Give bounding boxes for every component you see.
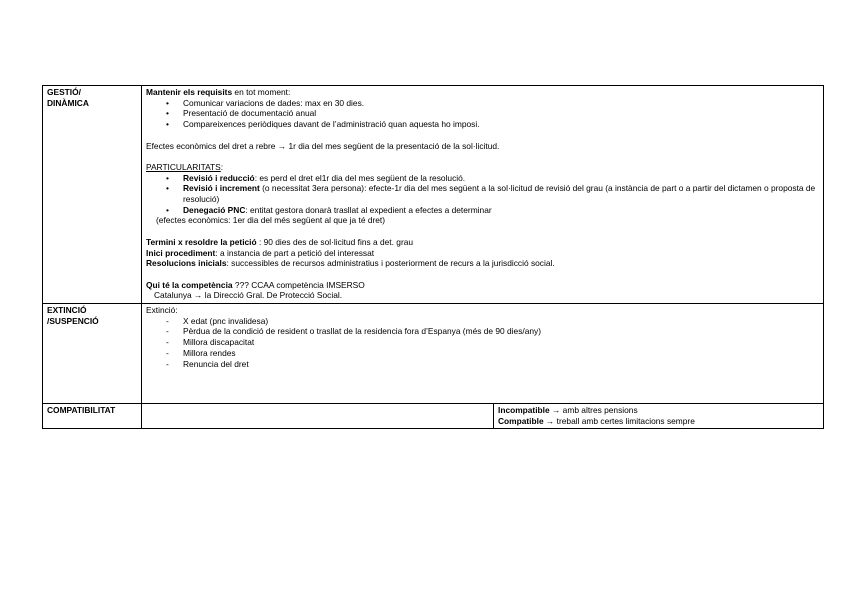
list-item: • Denegació PNC: entitat gestora donarà trasllat al expedient a efectes a determinar	[166, 205, 820, 216]
label-compatibilitat: COMPATIBILITAT	[43, 404, 142, 429]
particularitats-list	[146, 173, 820, 216]
row-extincio	[43, 304, 824, 404]
list-item: • Comunicar variacions de dades: max en 30 dies.	[166, 98, 820, 109]
content-compatibilitat	[494, 404, 824, 429]
row-gestio	[43, 86, 824, 304]
label-gestio-line2: DINÀMICA	[47, 97, 89, 108]
arrow-icon: →	[275, 140, 289, 151]
requisits-heading: Mantenir els requisits en tot moment:	[146, 87, 291, 97]
list-item: - Millora discapacitat	[166, 337, 820, 348]
label-extincio	[43, 304, 142, 404]
efectes-line: Efectes econòmics del dret a rebre → 1r dia del mes següent de la presentació de la sol·licitud.	[146, 140, 500, 151]
label-extincio-line2: /SUSPENCIÓ	[47, 315, 99, 326]
compatible-line: Compatible → treball amb certes limitacions sempre	[498, 415, 695, 426]
list-item: - Pèrdua de la condició de resident o trasllat de la residencia fora d’Espanya (més de 90 dies/any)	[166, 326, 820, 337]
document-table	[42, 85, 824, 429]
incompatible-line: Incompatible → amb altres pensions	[498, 405, 638, 415]
list-item: • Compareixences periòdiques davant de l’administració quan aquesta ho imposi.	[166, 119, 820, 130]
resolucions-line: Resolucions inicials: successibles de recursos administratius i posteriorment de recurs a la jurisdicció social.	[146, 258, 555, 269]
list-item: • Revisió i reducció: es perd el dret el1r dia del mes següent de la resolució.	[166, 173, 820, 184]
label-extincio-line1: EXTINCIÓ	[47, 305, 87, 315]
compatibilitat-empty-cell	[142, 404, 494, 429]
list-item: • Presentació de documentació anual	[166, 108, 820, 119]
content-gestio	[142, 86, 824, 304]
list-item: - Millora rendes	[166, 348, 820, 359]
list-item: • Revisió i increment (o necessitat 3era persona): efecte-1r dia del mes següent a la sol·licitud de revisió del grau (a instància de part o a partir del dictamen o proposta de resolució)	[166, 183, 820, 204]
particularitats-heading: PARTICULARITATS:	[146, 161, 224, 172]
competencia-line: Qui té la competència ??? CCAA competència IMSERSO	[146, 279, 365, 290]
inici-line: Inici procediment: a instancia de part a petició del interessat	[146, 247, 375, 258]
catalunya-line: Catalunya → la Direcció Gral. De Protecció Social.	[154, 290, 343, 301]
list-item: - X edat (pnc invalidesa)	[166, 316, 820, 327]
extincio-list	[146, 316, 820, 370]
termini-line: Termini x resoldre la petició : 90 dies des de sol·licitud fins a det. grau	[146, 236, 414, 247]
label-gestio-line1: GESTIÓ/	[47, 87, 81, 97]
requisits-list	[146, 98, 820, 130]
extincio-heading: Extinció:	[146, 305, 178, 315]
list-item: - Renuncia del dret	[166, 359, 820, 370]
content-extincio	[142, 304, 824, 404]
arrow-icon: →	[191, 290, 205, 301]
efectes-note: (efectes econòmics: 1er dia del més següent al que ja té dret)	[156, 215, 386, 226]
label-gestio	[43, 86, 142, 304]
row-compatibilitat	[43, 404, 824, 429]
